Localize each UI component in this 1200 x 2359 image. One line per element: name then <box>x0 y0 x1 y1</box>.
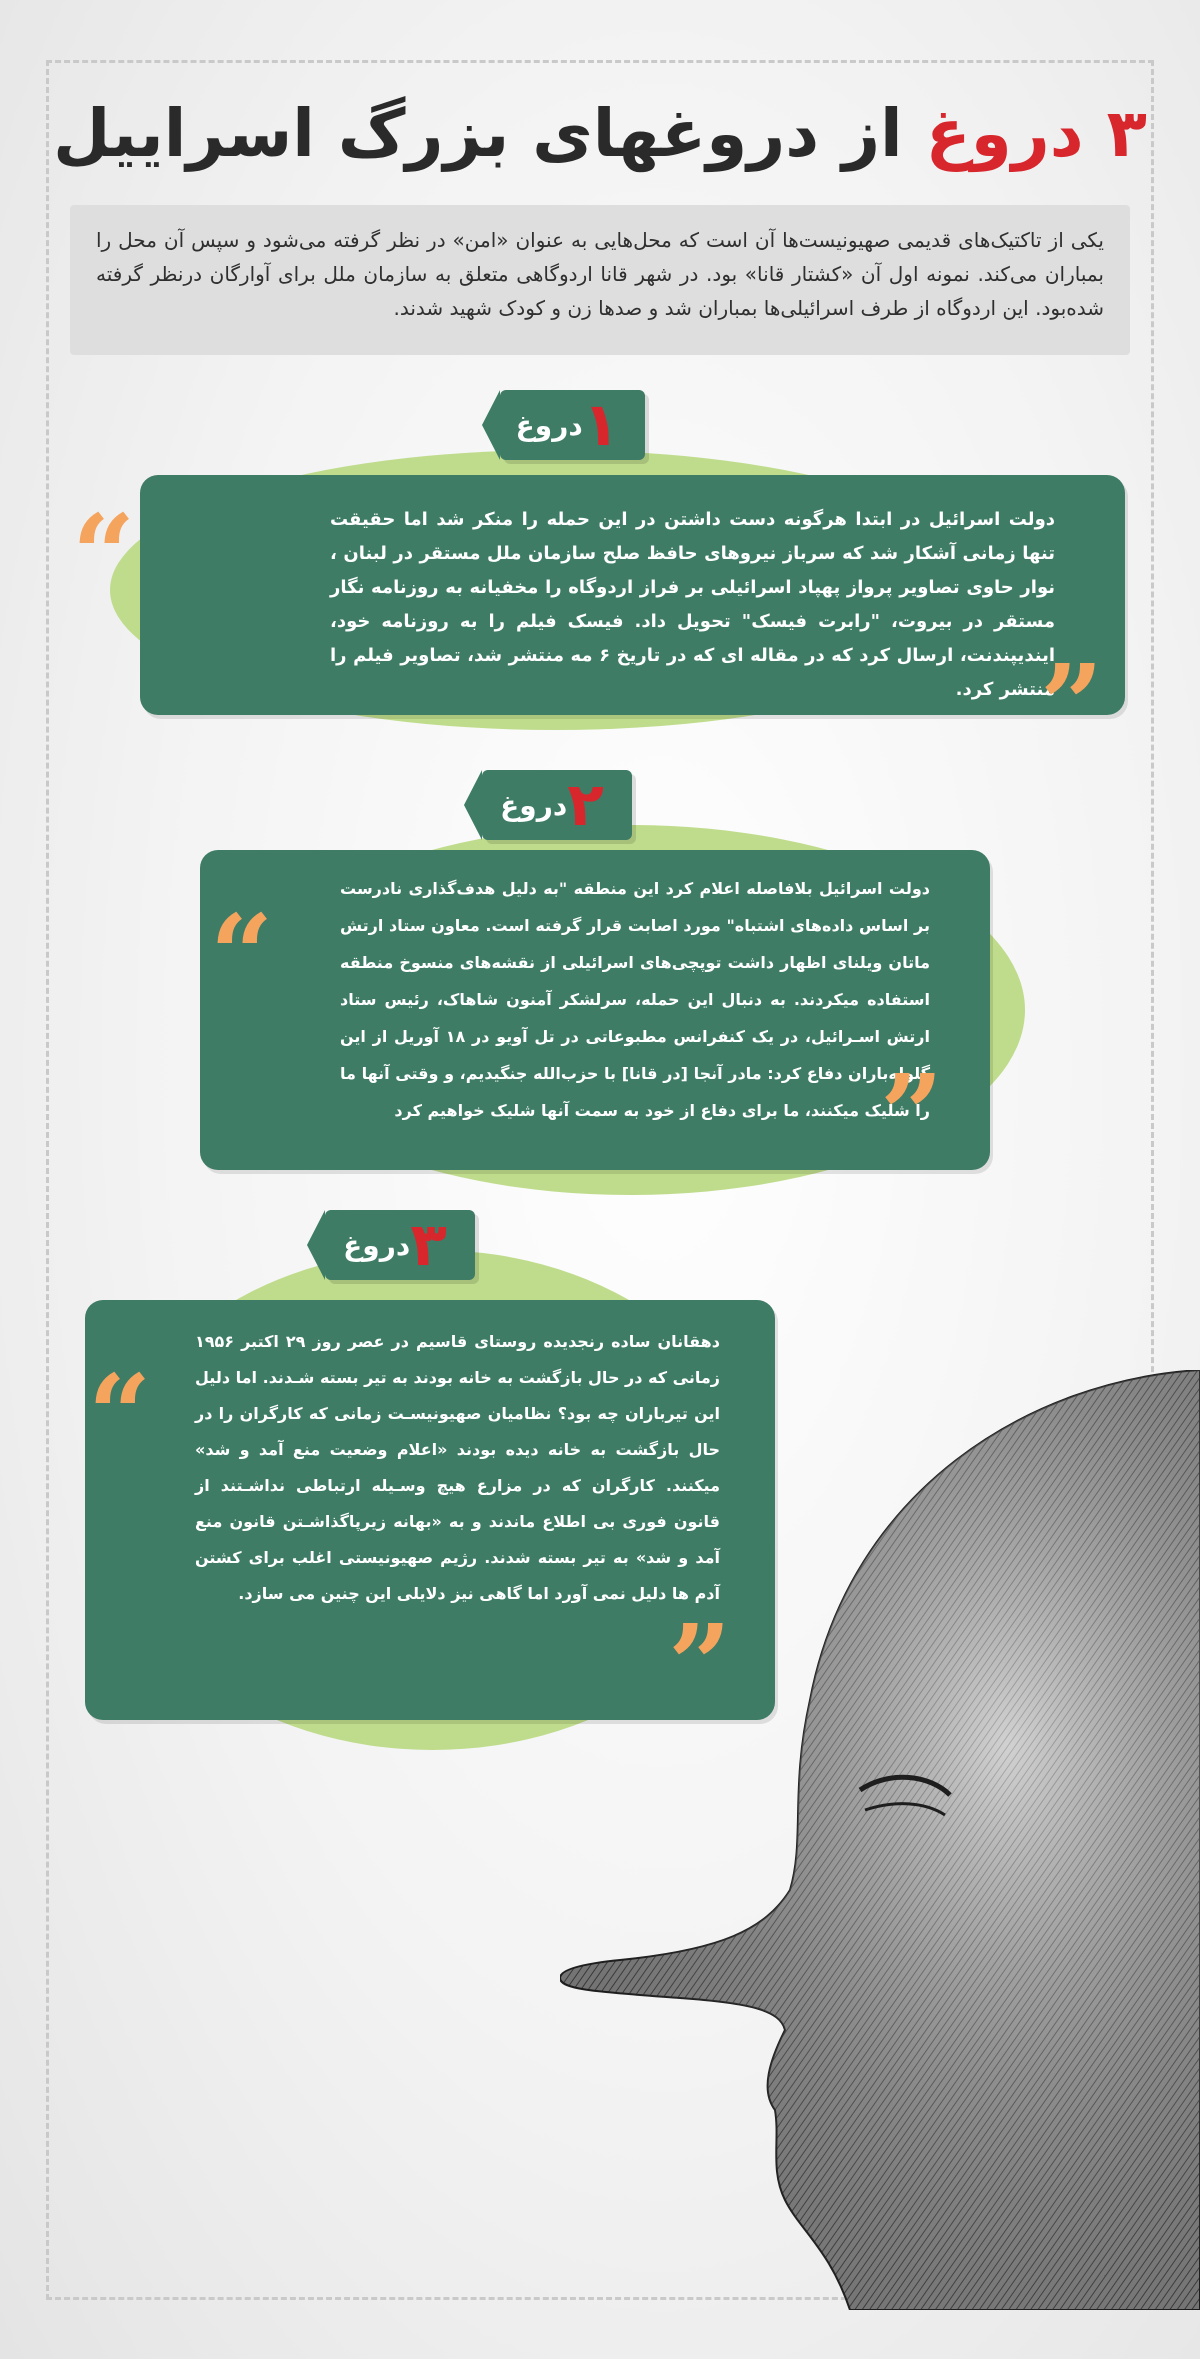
lie-2-card <box>200 850 990 1179</box>
lie-2-open-quote-icon: “ <box>210 890 274 1019</box>
lie-1-text: دولت اسرائیل در ابتدا هرگونه دست داشتن در این حمله را منکر شد اما حقیقت تنها زمانی آشکار شد که سرباز نیروهای حافظ صلح سازمان ملل مستقر در لبنان ، نوار حاوی تصاویر پرواز پهپاد اسرائیلی بر فراز اردوگاه را مخفیانه به روزنامه نگار مستقر در بیروت، "رابرت فیسک" تحویل داد. فیسک فیلم را به روزنامه خود، ایندیپندنت، ارسال کرد که در مقاله ای که در تاریخ ۶ مه منتشر شد، تصاویر فیلم را منتشر کرد. <box>330 509 1055 700</box>
lie-1-tag <box>500 390 645 460</box>
tag-arrow <box>307 1210 325 1280</box>
lie-1-number: ۱ <box>582 390 620 460</box>
page-title <box>0 95 1200 172</box>
lie-2-tag <box>482 770 632 840</box>
tag-arrow <box>482 390 500 460</box>
lie-3-number: ۳ <box>410 1210 447 1280</box>
lie-3-text: دهقانان ساده رنجدیده روستای قاسیم در عصر روز ۲۹ اکتبر ۱۹۵۶ زمانی که در حال بازگشت به خانه بودند به تیر بسته شـدند. اما دلیل این تیرباران چه بود؟ نظامیان صهیونیسـت زمانی که کارگران را در حال بازگشت به خانه دیده بودند «اعلام وضعیت منع آمد و شد» میکنند. کارگران که در مزارع هیچ وسـیله ارتباطی نداشـتند از قانون فوری بی اطلاع ماندند و به «بهانه زیرپاگذاشـتن قانون منع آمد و شد» به تیر بسته شدند. رژیم صهیونیستی اغلب برای کشتن آدم ها دلیل نمی آورد اما گاهی نیز دلایلی این چنین می سازد. <box>195 1332 720 1603</box>
lie-2-text: دولت اسرائیل بلافاصله اعلام کرد این منطقه "به دلیل هدف‌گذاری نادرست بر اساس داده‌های اشتباه" مورد اصابت قرار گرفته است. معاون ستاد ارتش ماتان ویلنای اظهار داشت توپچی‌های اسرائیلی از نقشه‌های منسوخ منطقه استفاده میکردند. به دنبال این حمله، سرلشکر آمنون شاهاک، رئیس ستاد ارتش اسـرائیل، در یک کنفرانس مطبوعاتی در تل آویو در ۱۸ آوریل از این گلوله‌باران دفاع کرد: مادر آنجا [در قانا] با حزب‌الله جنگیدیم، و وقتی آنها ما را شلیک میکنند، ما برای دفاع از خود به سمت آنها شلیک خواهیم کرد <box>340 879 930 1120</box>
lie-1-open-quote-icon: “ <box>72 490 136 619</box>
lie-2-label: دروغ <box>500 788 568 822</box>
lie-3-open-quote-icon: “ <box>88 1350 152 1479</box>
lie-3-close-quote-icon: ” <box>668 1600 732 1729</box>
title-number: ۳ <box>1106 95 1147 172</box>
lie-3-tag <box>325 1210 475 1280</box>
title-red-word: دروغ <box>925 95 1084 172</box>
lie-3-label: دروغ <box>343 1228 411 1262</box>
intro-paragraph: یکی از تاکتیک‌های قدیمی صهیونیست‌ها آن است که محل‌هایی به عنوان «امن» در نظر گرفته می‌شود و سپس آن محل را بمباران می‌کند. نمونه اول آن «کشتار قانا» بود. در شهر قانا اردوگاهی متعلق به سازمان ملل برای آوارگان درنظر گرفته شده‌بود. این اردوگاه از طرف اسرائیلی‌ها بمباران شد و صدها زن و کودک شهید شدند. <box>70 205 1130 355</box>
lie-2-close-quote-icon: ” <box>880 1050 944 1179</box>
lie-2-number: ۲ <box>567 770 604 840</box>
lie-1-label: دروغ <box>515 408 583 442</box>
title-rest: از دروغهای بزرگ اسراییل <box>53 95 903 172</box>
long-nose-face-illustration <box>560 1370 1200 2310</box>
lie-1-close-quote-icon: ” <box>1040 640 1104 769</box>
tag-arrow <box>464 770 482 840</box>
lie-1-card <box>140 475 1125 715</box>
